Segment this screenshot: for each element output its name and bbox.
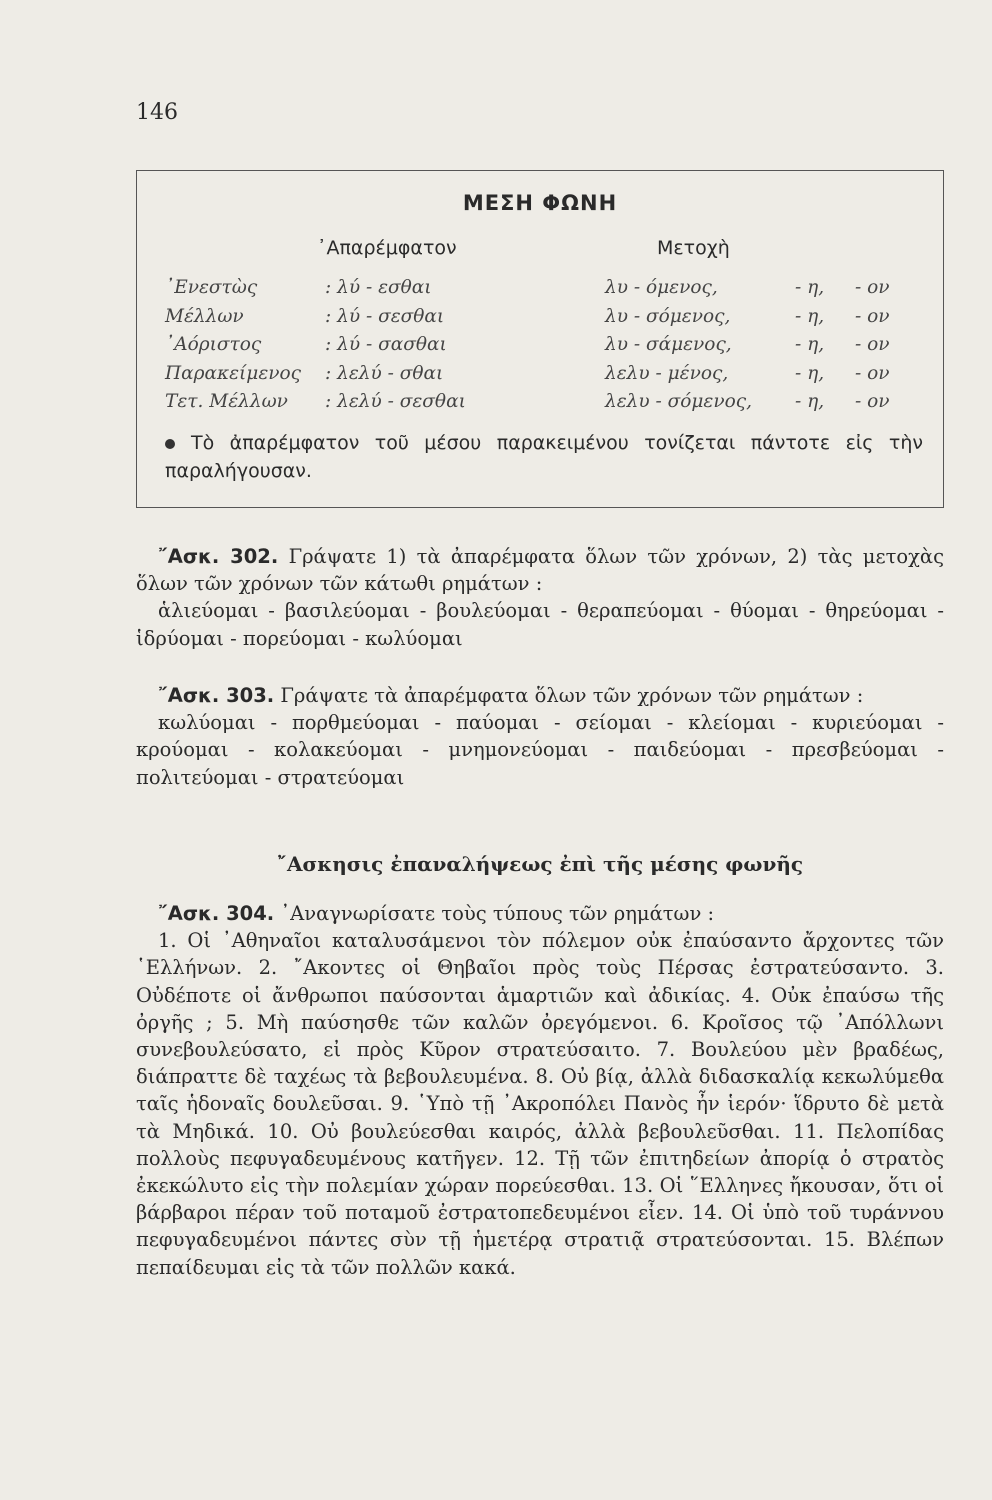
exercise-label: ῎Ασκ. 303.: [158, 684, 275, 707]
verb-list: ἁλιεύομαι - βασιλεύομαι - βουλεύομαι - θεραπεύομαι - θύομαι - θηρεύομαι - ἱδρύομαι - πορεύομαι - κωλύομαι: [136, 599, 944, 650]
exercise-intro: Γράψατε 1) τὰ ἀπαρέμφατα ὅλων τῶν χρόνων, 2) τὰς μετοχὰς ὅλων τῶν χρόνων τῶν κάτωθι ρημάτων :: [136, 545, 945, 596]
feminine-ending: - η,: [795, 391, 825, 412]
infinitive-form: : λελύ - σεσθαι: [325, 391, 466, 412]
tense-name: ᾽Αόριστος: [165, 334, 262, 355]
exercise-302: [136, 543, 944, 652]
exercise-304: [136, 900, 944, 1281]
tense-name: Τετ. Μέλλων: [165, 391, 288, 412]
neuter-ending: - ον: [855, 391, 890, 412]
participle-form: λελυ - σόμενος,: [605, 391, 752, 412]
exercise-intro: ᾽Αναγνωρίσατε τοὺς τύπους τῶν ρημάτων :: [280, 902, 715, 925]
exercise-303: [136, 682, 944, 791]
infinitive-form: : λύ - σασθαι: [325, 334, 447, 355]
infinitive-header: ᾽Απαρέμφατον: [317, 237, 457, 259]
neuter-ending: - ον: [855, 334, 890, 355]
feminine-ending: - η,: [795, 363, 825, 384]
exercise-intro: Γράψατε τὰ ἀπαρέμφατα ὅλων τῶν χρόνων τῶν ρημάτων :: [280, 684, 864, 707]
exercise-sentences: 1. Οἱ ᾽Αθηναῖοι καταλυσάμενοι τὸν πόλεμον οὐκ ἐπαύσαντο ἄρχοντες τῶν ῾Ελλήνων. 2. ῎Ακοντες οἱ Θηβαῖοι πρὸς τοὺς Πέρσας ἐστρατεύσαντο. 3. Οὐδέποτε οἱ ἄνθρωποι παύσονται ἁμαρτιῶν καὶ ἀδικίας. 4. Οὐκ ἐπαύσω τῆς ὀργῆς ; 5. Μὴ παύσησθε τῶν καλῶν ὀρεγόμενοι. 6. Κροῖσος τῷ ᾽Απόλλωνι συνεβουλεύσατο, εἰ πρὸς Κῦρον στρατεύσαιτο. 7. Βουλεύου μὲν βραδέως, διάπραττε δὲ ταχέως τὰ βεβουλευμένα. 8. Οὐ βίᾳ, ἀλλὰ διδασκαλίᾳ κεκωλύμεθα ταῖς ἡδοναῖς δουλεῦσαι. 9. ῾Υπὸ τῇ ᾽Ακροπόλει Πανὸς ἦν ἱερόν· ἵδρυτο δὲ μετὰ τὰ Μηδικά. 10. Οὐ βουλεύεσθαι καιρός, ἀλλὰ βεβουλεῦσθαι. 11. Πελοπίδας πολλοὺς πεφυγαδευμένους κατῆγεν. 12. Τῇ τῶν ἐπιτηδείων ἀπορίᾳ ὁ στρατὸς ἐκεκώλυτο εἰς τὴν πολεμίαν χώραν πορεύεσθαι. 13. Οἱ ῞Ελληνες ἤκουσαν, ὅτι οἱ βάρβαροι πέραν τοῦ ποταμοῦ ἐστρατοπεδευμένοι εἶεν. 14. Οἱ ὑπὸ τοῦ τυράννου πεφυγαδευμένοι πάντες σὺν τῇ ἡμετέρᾳ στρατιᾷ στρατεύσονται. 15. Βλέπων πεπαίδευμαι εἰς τὰ τῶν πολλῶν κακά.: [136, 929, 944, 1279]
tense-name: ᾽Ενεστὼς: [165, 277, 258, 298]
feminine-ending: - η,: [795, 334, 825, 355]
section-heading: ῎Ασκησις ἐπαναλήψεως ἐπὶ τῆς μέσης φωνῆς: [276, 852, 804, 876]
page-number: 146: [136, 100, 178, 125]
neuter-ending: - ον: [855, 277, 890, 298]
participle-form: λελυ - μένος,: [605, 363, 729, 384]
participle-form: λυ - όμενος,: [605, 277, 718, 298]
table-title: ΜΕΣΗ ΦΩΝΗ: [462, 191, 618, 215]
tense-name: Παρακείμενος: [165, 363, 302, 384]
neuter-ending: - ον: [855, 306, 890, 327]
infinitive-form: : λελύ - σθαι: [325, 363, 444, 384]
neuter-ending: - ον: [855, 363, 890, 384]
feminine-ending: - η,: [795, 306, 825, 327]
feminine-ending: - η,: [795, 277, 825, 298]
exercise-label: ῎Ασκ. 304.: [158, 902, 275, 925]
middle-voice-table: [136, 170, 944, 508]
participle-header: Μετοχὴ: [657, 237, 730, 259]
tense-name: Μέλλων: [165, 306, 244, 327]
exercise-label: ῎Ασκ. 302.: [158, 545, 279, 568]
verb-list: κωλύομαι - πορθμεύομαι - παύομαι - σείομαι - κλείομαι - κυριεύομαι - κρούομαι - κολακεύομαι - μνημονεύομαι - παιδεύομαι - πρεσβεύομαι - πολιτεύομαι - στρατεύομαι: [136, 711, 944, 789]
note-text: Τὸ ἀπαρέμφατον τοῦ μέσου παρακειμένου τονίζεται πάντοτε εἰς τὴν παραλήγουσαν.: [165, 432, 923, 482]
infinitive-form: : λύ - εσθαι: [325, 277, 432, 298]
accent-note: [165, 429, 923, 485]
infinitive-form: : λύ - σεσθαι: [325, 306, 445, 327]
bullet-icon: [165, 439, 175, 449]
participle-form: λυ - σόμενος,: [605, 306, 731, 327]
participle-form: λυ - σάμενος,: [605, 334, 732, 355]
